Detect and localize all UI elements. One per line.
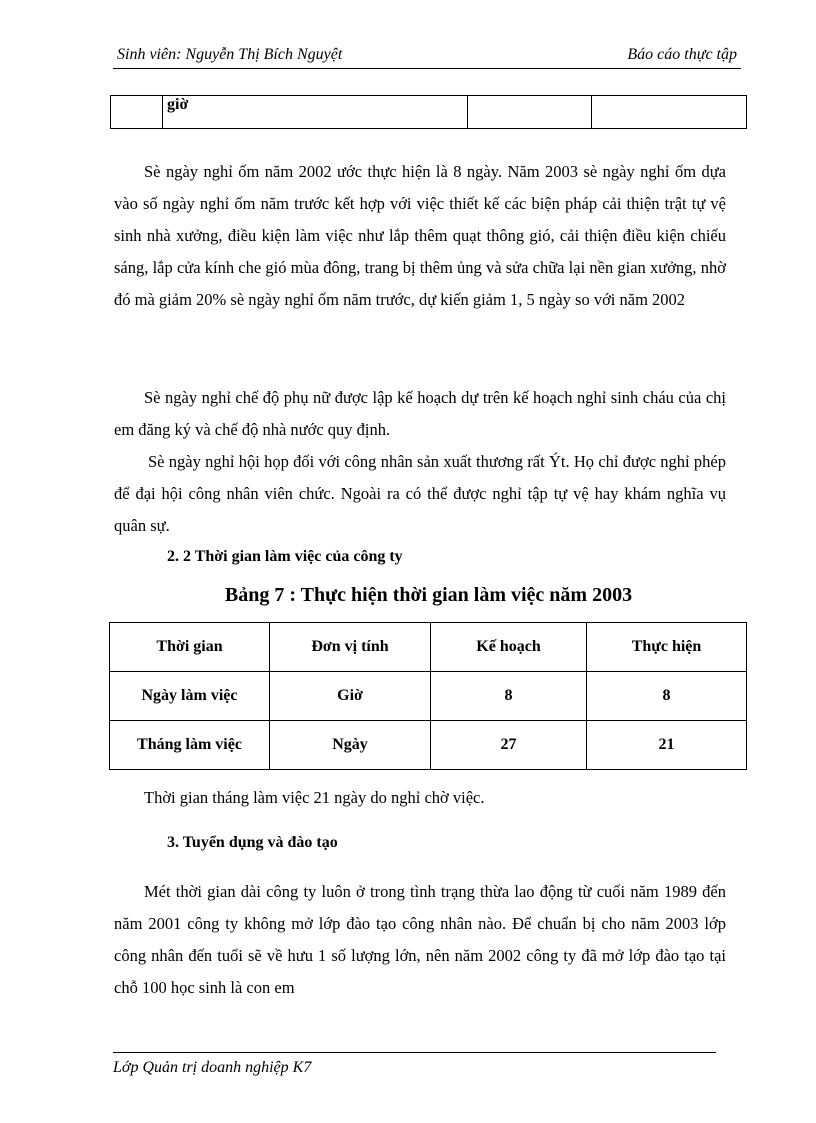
continued-table-fragment bbox=[110, 95, 747, 129]
fragment-cell-text: giờ bbox=[163, 96, 468, 129]
table-cell: 21 bbox=[587, 721, 747, 770]
table-header-row bbox=[110, 623, 747, 672]
header-author: Sinh viên: Nguyễn Thị Bích Nguyệt bbox=[117, 46, 343, 63]
page-footer: Lớp Quản trị doanh nghiệp K7 bbox=[113, 1052, 716, 1077]
table-cell: 8 bbox=[587, 672, 747, 721]
table-header-cell: Thực hiện bbox=[587, 623, 747, 672]
table-cell: 8 bbox=[431, 672, 587, 721]
paragraph-meeting-leave: Sè ngày nghỉ hội họp đối với công nhân sản xuất thương rất Ýt. Họ chỉ được nghỉ phép để đại hội công nhân viên chức. Ngoài ra có thể được nghỉ tập tự vệ hay khám nghĩa vụ quân sự. bbox=[114, 452, 726, 535]
table-caption: Bảng 7 : Thực hiện thời gian làm việc năm 2003 bbox=[224, 584, 633, 606]
working-time-table bbox=[109, 622, 747, 770]
table-row bbox=[110, 672, 747, 721]
table-cell: Tháng làm việc bbox=[110, 721, 270, 770]
table-cell: 27 bbox=[431, 721, 587, 770]
page-header bbox=[113, 44, 741, 69]
paragraph-training: Mét thời gian dài công ty luôn ở trong tình trạng thừa lao động từ cuối năm 1989 đến năm 2001 công ty không mở lớp đào tạo công nhân nào. Để chuẩn bị cho năm 2003 lớp công nhân đến tuổi sẽ về hưu 1 số lượng lớn, nên năm 2002 công ty đã mở lớp đào tạo tại chỗ 100 học sinh là con em bbox=[114, 882, 726, 997]
table-header-cell: Kế hoạch bbox=[431, 623, 587, 672]
table-cell: Ngày bbox=[270, 721, 431, 770]
paragraph-working-days-note: Thời gian tháng làm việc 21 ngày do nghỉ chờ việc. bbox=[144, 788, 485, 807]
table-header-cell: Đơn vị tính bbox=[270, 623, 431, 672]
section-heading-working-time: 2. 2 Thời gian làm việc của công ty bbox=[167, 548, 403, 565]
table-cell: Giờ bbox=[270, 672, 431, 721]
table-cell: Ngày làm việc bbox=[110, 672, 270, 721]
section-heading-recruitment: 3. Tuyển dụng và đào tạo bbox=[167, 834, 338, 851]
header-report-title: Báo cáo thực tập bbox=[627, 46, 737, 63]
table-header-cell: Thời gian bbox=[110, 623, 270, 672]
fragment-cell-empty bbox=[592, 96, 747, 129]
fragment-cell-empty bbox=[111, 96, 163, 129]
table-row bbox=[110, 721, 747, 770]
fragment-cell-empty bbox=[468, 96, 592, 129]
paragraph-sick-leave: Sè ngày nghỉ ốm năm 2002 ước thực hiện là 8 ngày. Năm 2003 sè ngày nghỉ ốm dựa vào số ngày nghỉ ốm năm trước kết hợp với việc thiết kế các biện pháp cải thiện trật tự vệ sinh nhà xưởng, điều kiện làm việc như lắp thêm quạt thông gió, cải thiện điều kiện chiếu sáng, lắp cửa kính che gió mùa đông, trang bị thêm ủng và sửa chữa lại nền gian xưởng, nhờ đó mà giảm 20% sè ngày nghỉ ốm năm trước, dự kiến giảm 1, 5 ngày so với năm 2002 bbox=[114, 162, 726, 309]
paragraph-maternity-leave: Sè ngày nghỉ chế độ phụ nữ được lập kế hoạch dự trên kế hoạch nghỉ sinh cháu của chị em đăng ký và chế độ nhà nước quy định. bbox=[114, 388, 726, 439]
